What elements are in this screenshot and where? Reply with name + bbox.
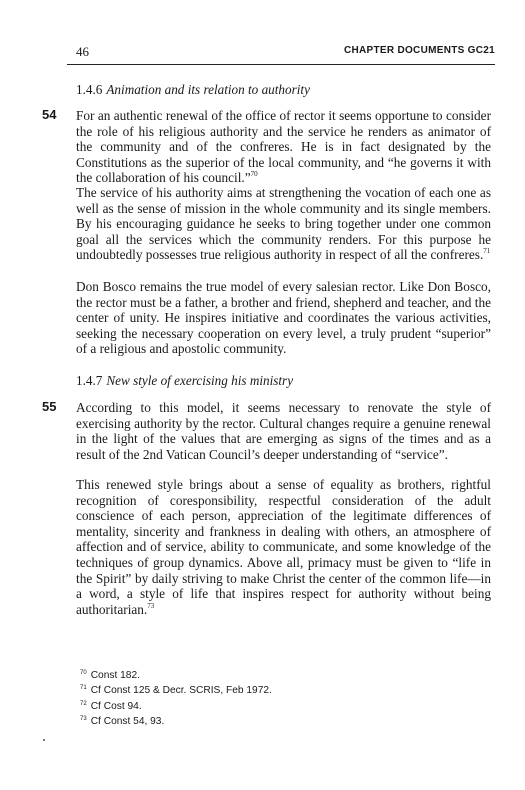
footnote-71: $^{71}$ Cf Const 125 & Decr. SCRIS, Feb 1972. [80,685,272,697]
header-rule [67,64,495,65]
footnote-72: $^{72}$ Cf Cost 94. [80,700,142,712]
paragraph-don-bosco-model: Don Bosco remains the true model of every salesian rector. Like Don Bosco, the rector must be a father, a brother and friend, shepherd and teacher, and the center of unity. He inspires initiative and coordinates the various activities, seeking the necessary cooperation on every level, a truly prudent “superior” of a religious and apostolic community. [76,279,491,357]
footnote-73: $^{73}$ Cf Const 54, 93. [80,716,165,728]
margin-number-55: 55 [42,399,57,414]
paragraph-service-of-authority: The service of his authority aims at strengthening the vocation of each one as well as the sense of mission in the whole community and its single members. By his encouraging guidance he seeks to bring together under one common goal all the services which the community renders. For this purpose he undoubtedly possesses true religious authority in respect of all the confreres.$^{71}$ [76,185,491,263]
paragraph-rector-renewal: For an authentic renewal of the office of rector it seems opportune to consider the role of his religious authority and the service he renders as animator of the community and of the confreres. He is in fact designated by the Constitutions as the superior of the local community, and “he governs it with the collaboration of his council.”$^{70}$ [76,108,491,186]
scan-speck [43,739,45,741]
running-head: CHAPTER DOCUMENTS GC21 [343,45,495,56]
page-header [67,44,495,66]
footnotes [80,667,272,729]
margin-number-54: 54 [42,107,57,122]
paragraph-renewed-style: This renewed style brings about a sense of equality as brothers, rightful recognition of coresponsibility, respectful consideration of the adult conscience of each person, appreciation of the legitimate differences of mentality, sincerity and frankness in dealing with others, an atmosphere of affection and of service, ability to communicate, and some knowledge of the techniques of group dynamics. Above all, primacy must be given to “life in the Spirit” by daily striving to make Christ the center of the common life—in a word, a style of life that inspires respect for authority without being authoritarian.$^{73}$ [76,477,491,617]
page-number: 46 [76,44,89,59]
footnote-70: $^{70}$ Const 182. [80,670,140,681]
paragraph-renovate-style: According to this model, it seems necessary to renovate the style of exercising authority by the rector. Cultural changes require a genuine renewal in the light of the values that are emerging as signs of the times and as a result of the 2nd Vatican Council’s deeper understanding of “service”. [76,400,491,462]
section-heading-1-4-6: 1.4.6 Animation and its relation to authority [76,82,310,97]
section-heading-1-4-7: 1.4.7 New style of exercising his ministry [76,373,294,388]
